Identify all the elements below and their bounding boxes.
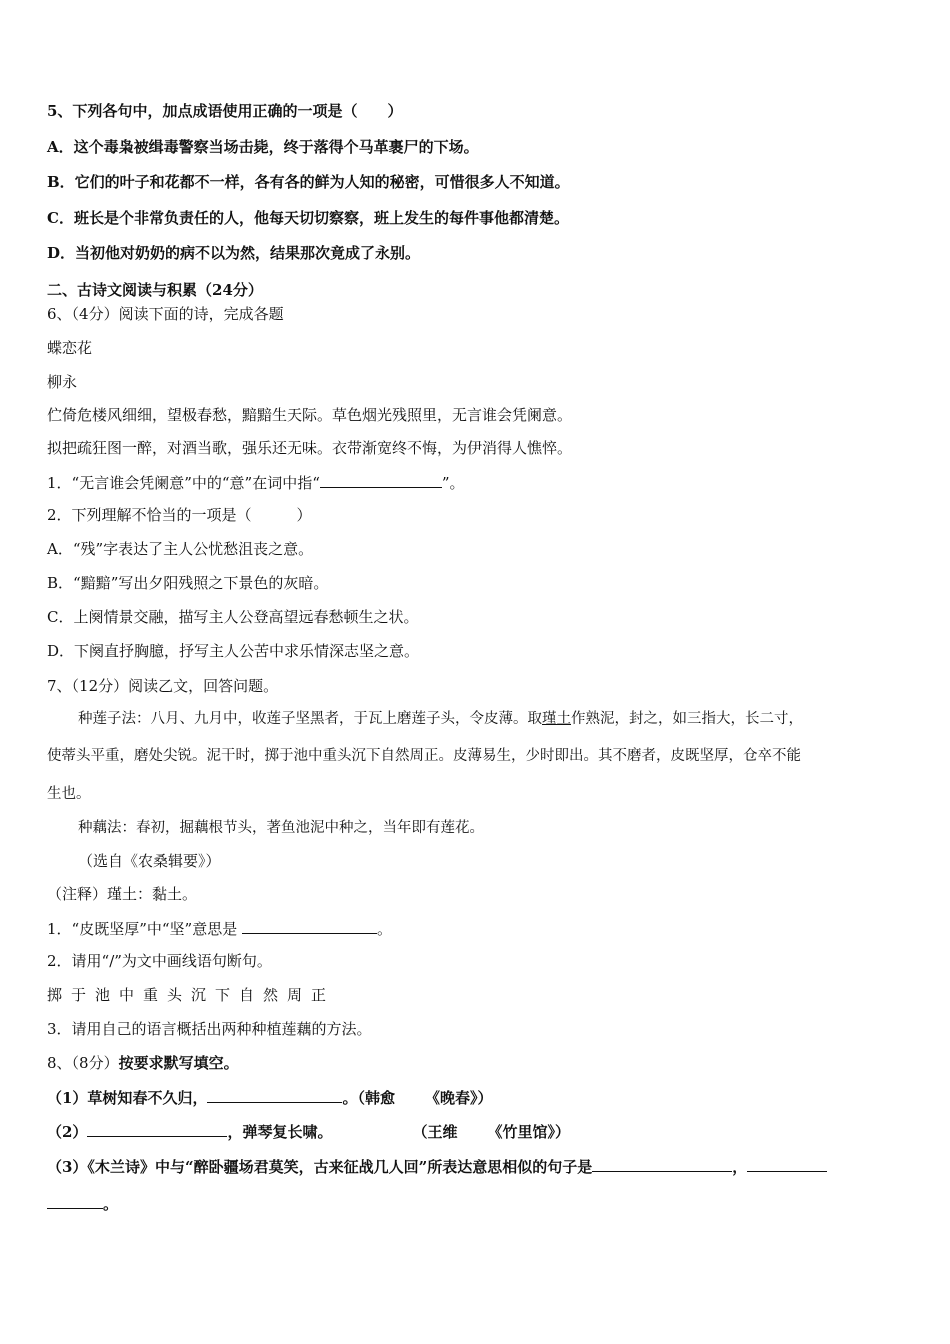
poem-title: 蝶恋花	[47, 339, 93, 357]
answer-blank[interactable]	[747, 1155, 827, 1172]
q8-item-text: ，	[732, 1158, 748, 1176]
poem-line: 拟把疏狂图一醉，对酒当歌，强乐还无味。衣带渐宽终不悔，为伊消得人憔悴。	[47, 439, 573, 457]
section-title: 二、古诗文阅读与积累（24分）	[47, 281, 263, 299]
q6-sub1-prefix: 1．“无言谁会凭阑意”中的“意”在词中指“	[47, 474, 320, 492]
answer-blank[interactable]	[87, 1120, 227, 1137]
q7-sub1-suffix: 。	[377, 920, 393, 938]
answer-blank[interactable]	[242, 917, 377, 934]
passage-underlined-word: 瑾土	[542, 711, 571, 727]
q8-item-text: （3）《木兰诗》中与“醉卧疆场君莫笑，古来征战几人回”所表达意思相似的句子是	[47, 1158, 593, 1176]
q6-sub2-stem: 2．下列理解不恰当的一项是（ ）	[47, 506, 312, 524]
q8-item-text: （1）草树知春不久归，	[47, 1089, 208, 1107]
q5-option-b: B．它们的叶子和花都不一样，各有各的鲜为人知的秘密，可惜很多人不知道。	[47, 173, 570, 191]
answer-blank[interactable]	[47, 1192, 103, 1209]
q8-item-text: ，弹琴复长啸。	[227, 1123, 333, 1141]
poem-author: 柳永	[47, 373, 78, 391]
answer-blank[interactable]	[592, 1155, 732, 1172]
q7-note: （注释）瑾土：黏土。	[47, 885, 198, 903]
q6-sub2-option-a: A．“残”字表达了主人公忧愁沮丧之意。	[47, 540, 314, 558]
q8-stem-prefix: 8、（8分）	[47, 1054, 119, 1072]
passage-text: 作熟泥，封之，如三指大，长二寸，	[571, 711, 803, 727]
q7-sub3: 3．请用自己的语言概括出两种种植莲藕的方法。	[47, 1020, 372, 1038]
q7-sub2-text: 掷于池中重头沉下自然周正	[47, 986, 336, 1004]
q7-passage-line	[78, 709, 803, 729]
passage-text: 种莲子法：八月、九月中，收莲子坚黑者，于瓦上磨莲子头，令皮薄。取	[78, 711, 542, 727]
q6-stem: 6、（4分）阅读下面的诗，完成各题	[47, 305, 284, 323]
q8-stem-instruction: 按要求默写填空。	[118, 1054, 239, 1072]
q8-item-author: （王维	[412, 1123, 458, 1141]
q8-item-author: 。（韩愈	[342, 1089, 395, 1107]
q8-item-work: 《晚春》）	[424, 1089, 493, 1107]
q7-passage-p2: 种藕法：春初，掘藕根节头，著鱼池泥中种之，当年即有莲花。	[78, 820, 484, 836]
q7-stem: 7、（12分）阅读乙文，回答问题。	[47, 677, 279, 695]
q8-item-3-continued	[47, 1192, 118, 1214]
q5-stem: 5、下列各句中，加点成语使用正确的一项是（ ）	[47, 102, 403, 120]
q8-item-text: 。	[103, 1195, 119, 1213]
q6-sub2-option-d: D．下阕直抒胸臆，抒写主人公苦中求乐情深志坚之意。	[47, 642, 420, 660]
q8-item-text: （2）	[47, 1123, 88, 1141]
q6-sub2-option-b: B．“黯黯”写出夕阳残照之下景色的灰暗。	[47, 574, 329, 592]
q7-passage-line: 使蒂头平重，磨处尖锐。泥干时，掷于池中重头沉下自然周正。皮薄易生，少时即出。其不磨者，皮既坚厚，仓卒不能	[47, 748, 801, 764]
q8-item-2	[47, 1120, 570, 1142]
q8-item-3	[47, 1155, 827, 1177]
poem-line: 伫倚危楼风细细，望极春愁，黯黯生天际。草色烟光残照里，无言谁会凭阑意。	[47, 406, 573, 424]
q8-stem	[47, 1053, 239, 1073]
q7-passage-line: 生也。	[47, 786, 91, 802]
q6-sub2-option-c: C．上阕情景交融，描写主人公登高望远春愁顿生之状。	[47, 608, 419, 626]
q8-item-1	[47, 1086, 492, 1108]
answer-blank[interactable]	[320, 471, 442, 488]
q7-sub2: 2．请用“/”为文中画线语句断句。	[47, 952, 272, 970]
q6-sub1-suffix: ”。	[441, 474, 465, 492]
q5-option-a: A．这个毒枭被缉毒警察当场击毙，终于落得个马革裹尸的下场。	[47, 138, 479, 156]
q7-sub1-prefix: 1．“皮既坚厚”中“坚”意思是	[47, 920, 242, 938]
q6-sub1	[47, 471, 465, 493]
q5-option-c: C．班长是个非常负责任的人，他每天切切察察，班上发生的每件事他都清楚。	[47, 209, 569, 227]
q5-option-d: D．当初他对奶奶的病不以为然，结果那次竟成了永别。	[47, 244, 421, 262]
q8-item-work: 《竹里馆》）	[487, 1123, 570, 1141]
answer-blank[interactable]	[207, 1086, 342, 1103]
q7-source: （选自《农桑辑要》）	[78, 852, 221, 870]
q7-sub1	[47, 917, 392, 939]
